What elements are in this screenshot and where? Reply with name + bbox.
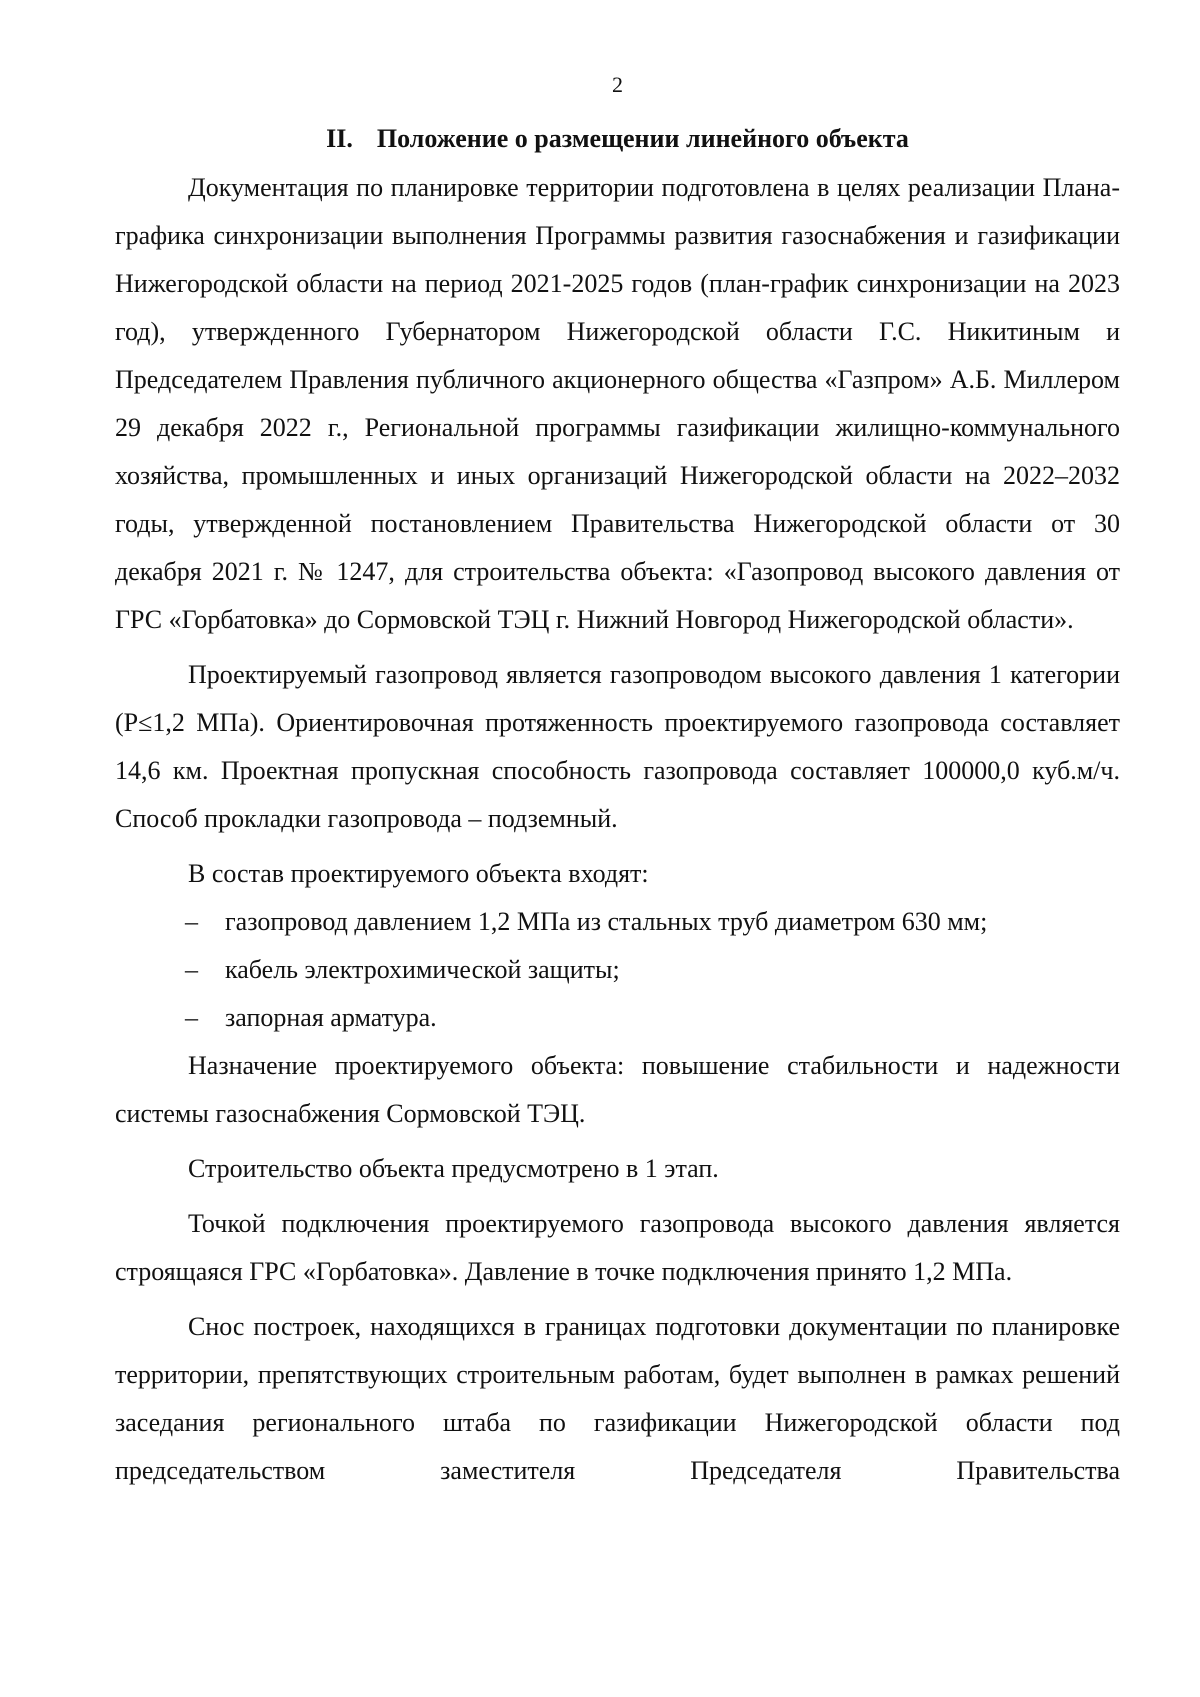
paragraph-demolition: Снос построек, находящихся в границах подготовки документации по планировке территории, препятствующих строительным работам, будет выполнен в рамках решений заседания регионального штаба по газификации Нижегородской области под председательством заместителя Председателя Правительства bbox=[115, 1312, 1120, 1485]
paragraph-stages: Строительство объекта предусмотрено в 1 этап. bbox=[188, 1154, 719, 1183]
paragraph-purpose: Документация по планировке территории подготовлена в целях реализации Плана-графика синхронизации выполнения Программы развития газоснабжения и газификации Нижегородской области на период 2021-2025 годов (план-график синхронизации на 2023 год), утвержденного Губернатором Нижегородской области Г.С. Никитиным и Председателем Правления публичного акционерного общества «Газпром» А.Б. Миллером 29 декабря 2022 г., Региональной программы газификации жилищно-коммунального хозяйства, промышленных и иных организаций Нижегородской области на 2022–2032 годы, утвержденной постановлением Правительства Нижегородской области от 30 декабря 2021 г. № 1247, для строительства объекта: «Газопровод высокого давления от ГРС «Горбатовка» до Сормовской ТЭЦ г. Нижний Новгород Нижегородской области». bbox=[115, 173, 1120, 634]
list-item bbox=[115, 898, 1120, 946]
paragraph-composition-intro: В состав проектируемого объекта входят: bbox=[188, 859, 649, 888]
section-numeral: II. bbox=[326, 124, 353, 153]
list-item-text: запорная арматура. bbox=[225, 1003, 437, 1032]
list-item-text: газопровод давлением 1,2 МПа из стальных труб диаметром 630 мм; bbox=[225, 907, 988, 936]
page-number: 2 bbox=[612, 72, 623, 97]
document-body bbox=[115, 164, 1120, 1495]
paragraph-purpose-of-object: Назначение проектируемого объекта: повышение стабильности и надежности системы газоснабжения Сормовской ТЭЦ. bbox=[115, 1051, 1120, 1128]
list-marker: – bbox=[185, 1003, 198, 1032]
list-item-text: кабель электрохимической защиты; bbox=[225, 955, 620, 984]
paragraph-connection-point: Точкой подключения проектируемого газопровода высокого давления является строящаяся ГРС «Горбатовка». Давление в точке подключения принято 1,2 МПа. bbox=[115, 1209, 1120, 1286]
list-item bbox=[115, 994, 1120, 1042]
paragraph-characteristics: Проектируемый газопровод является газопроводом высокого давления 1 категории (Р≤1,2 МПа). Ориентировочная протяженность проектируемого газопровода составляет 14,6 км. Проектная пропускная способность газопровода составляет 100000,0 куб.м/ч. Способ прокладки газопровода – подземный. bbox=[115, 660, 1120, 833]
list-marker: – bbox=[185, 907, 198, 936]
section-title: Положение о размещении линейного объекта bbox=[376, 124, 909, 153]
section-heading bbox=[0, 124, 1200, 154]
list-item bbox=[115, 946, 1120, 994]
list-marker: – bbox=[185, 955, 198, 984]
